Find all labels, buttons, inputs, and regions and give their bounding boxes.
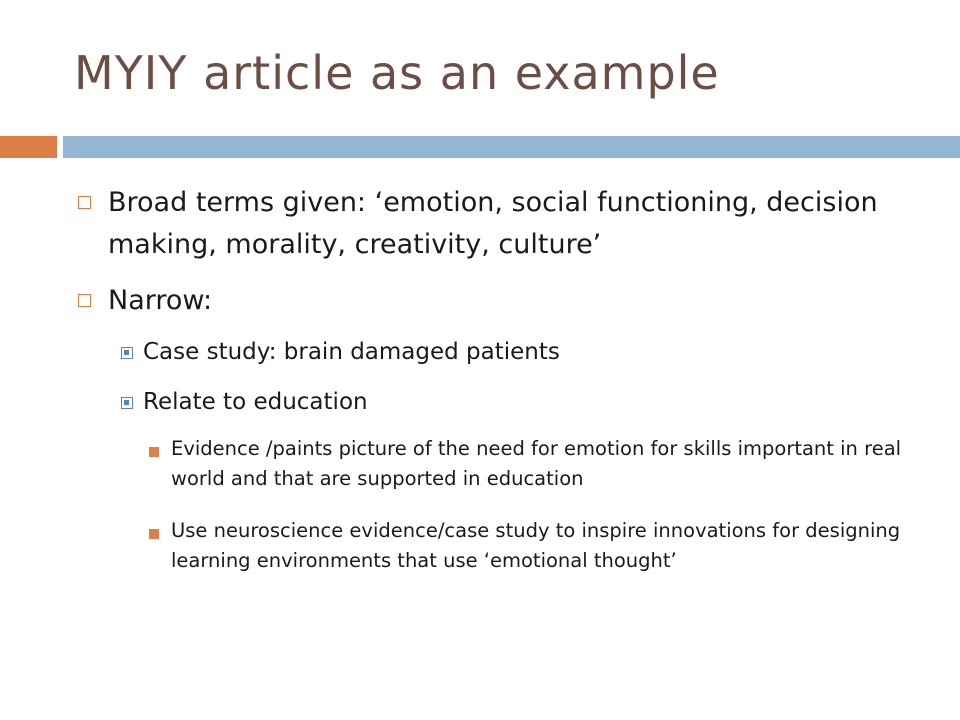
hollow-square-icon [78, 196, 91, 209]
sub-bullet-case-study: Case study: brain damaged patients [143, 339, 560, 365]
bullet-narrow: Narrow: [108, 285, 213, 316]
sub-sub-bullet-neuroscience: Use neuroscience evidence/case study to inspire innovations for designing learning environments that use ‘emotional thought’ [171, 519, 901, 572]
boxed-square-icon [121, 347, 133, 359]
sub-bullet-relate-education: Relate to education [143, 389, 368, 415]
hollow-square-icon [78, 294, 91, 307]
filled-square-icon [149, 447, 159, 457]
filled-square-icon [149, 529, 159, 539]
bullet-broad-terms: Broad terms given: ‘emotion, social functioning, decision making, morality, creativity, culture’ [108, 187, 878, 260]
sub-sub-bullet-evidence: Evidence /paints picture of the need for emotion for skills important in real world and that are supported in education [171, 437, 902, 490]
boxed-square-icon [121, 397, 133, 409]
slide-title: MYIY article as an example [74, 46, 720, 100]
